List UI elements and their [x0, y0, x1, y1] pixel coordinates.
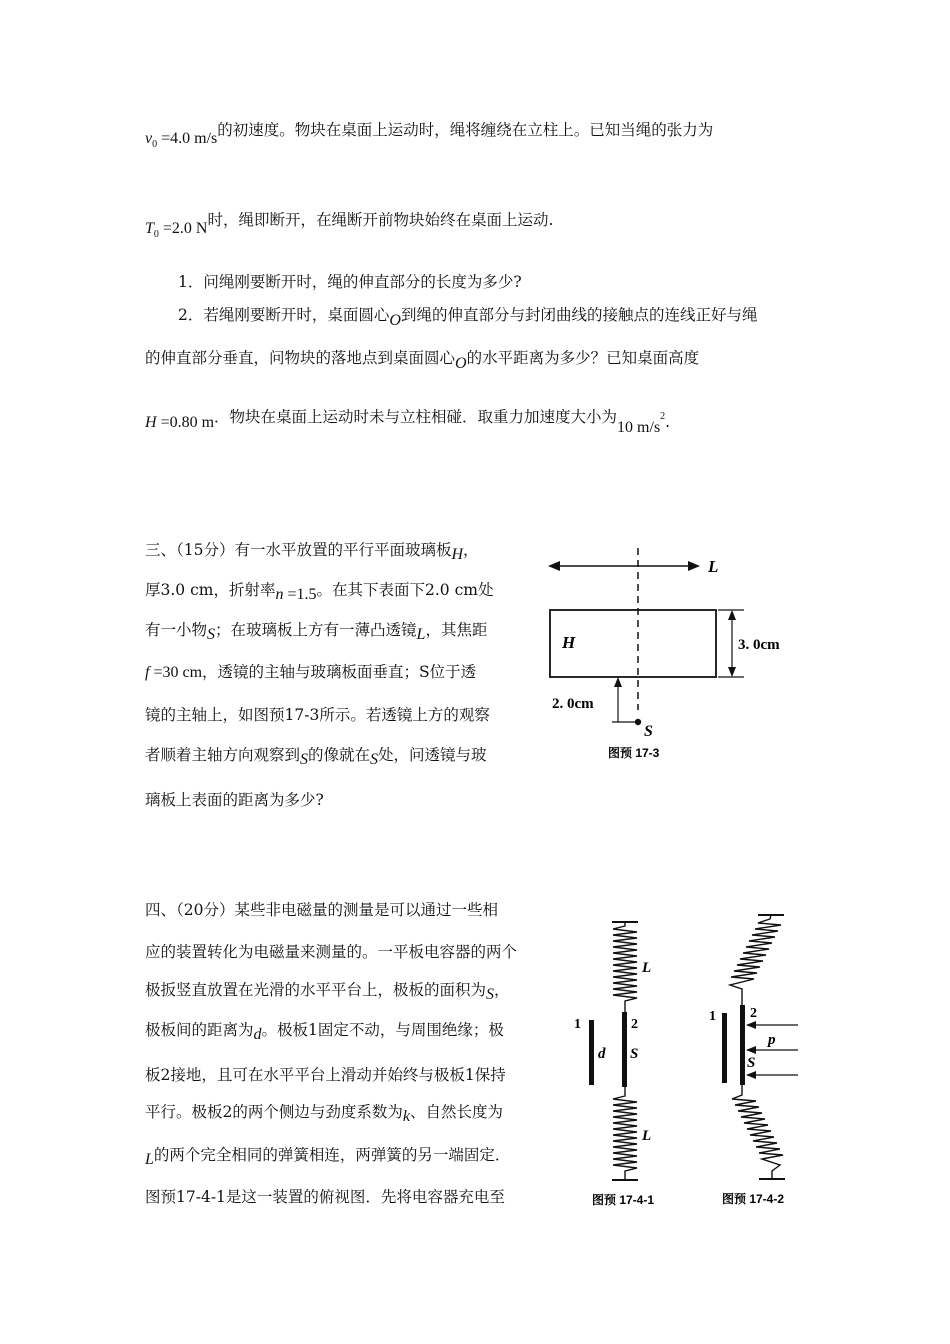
q2-text-d: 的水平距离为多少？已知桌面高度	[466, 349, 700, 367]
fig-17-4-2-caption: 图预 17-4-2	[722, 1192, 785, 1206]
p4-line5: 板2接地，且可在水平平台上滑动并始终与极板1保持	[145, 1066, 506, 1084]
plate-1	[589, 1020, 594, 1085]
plate-1-label: 1	[574, 1017, 581, 1032]
f-symbol: f	[145, 664, 150, 681]
lens-label: L	[708, 557, 719, 576]
f-value: =30 cm	[149, 664, 203, 681]
plate-2-label: 2	[631, 1017, 638, 1032]
point-S	[635, 719, 641, 725]
lens-arrow-right	[688, 561, 700, 571]
bottom-spring	[613, 1087, 637, 1180]
v0-symbol: v	[145, 130, 153, 147]
spring-L-symbol: L	[145, 1151, 154, 1168]
bottom-spring-2	[732, 1085, 783, 1179]
p4-line2: 应的装置转化为电磁量来测量的。一平板电容器的两个	[145, 943, 518, 961]
k-symbol: k	[402, 1108, 410, 1125]
p2-question-1: 1．问绳刚要断开时，绳的伸直部分的长度为多少?	[178, 273, 522, 291]
p2-line2-text: 时，绳即断开，在绳断开前物块始终在桌面上运动.	[207, 211, 554, 229]
figure-17-4-1	[560, 910, 690, 1210]
p3-line4	[145, 662, 476, 683]
T0-subscript: 0	[153, 229, 159, 240]
S-symbol-2: S	[300, 751, 309, 768]
plate-1-fixed	[722, 1013, 727, 1083]
p4-line3	[145, 980, 510, 1001]
d-symbol: d	[253, 1026, 262, 1043]
p4-l7-b: 的两个完全相同的弹簧相连，两弹簧的另一端固定．	[153, 1146, 511, 1164]
p3-l2-b: 。在其下表面下2.0 cm处	[316, 581, 494, 599]
p4-l6-b: 、自然长度为	[409, 1103, 503, 1121]
g-value: 10 m/s	[617, 419, 661, 436]
p3-l2-a: 厚3.0 cm，折射率	[145, 581, 276, 599]
point-S-label: S	[644, 723, 653, 740]
p3-l3-b: ；在玻璃板上方有一薄凸透镜	[215, 621, 417, 639]
L-symbol: L	[416, 626, 426, 643]
p4-l3-a: 极扳竖直放置在光滑的水平平台上，极板的面积为	[145, 981, 487, 999]
p3-line3	[145, 620, 487, 641]
p3-l4-b: ，透镜的主轴与玻璃板面垂直；S位于透	[202, 663, 477, 681]
plate-label: H	[562, 633, 576, 652]
thickness-label: 3. 0cm	[738, 637, 780, 653]
p3-l3-c: ，其焦距	[425, 621, 488, 639]
p2-line5	[145, 408, 671, 436]
comma: ，	[463, 541, 479, 559]
p3-line6	[145, 745, 487, 766]
g-exponent: 2	[660, 411, 666, 422]
p4-line8: 图预17-4-1是这一装置的俯视图．先将电容器充电至	[145, 1188, 505, 1206]
O-symbol: O	[389, 312, 401, 329]
p3-l6-c: 处，问透镜与玻	[378, 746, 487, 764]
T0-symbol: T	[145, 220, 154, 237]
q2-text-c: 的伸直部分垂直，问物块的落地点到桌面圆心	[145, 349, 456, 367]
q2-text-a: 2．若绳刚要断开时，桌面圆心	[178, 306, 390, 324]
area-S-label: S	[630, 1046, 639, 1062]
p4-l4-b: 。极板1固定不动，与周围绝缘；极	[261, 1021, 504, 1039]
p3-l6-b: 的像就在	[308, 746, 371, 764]
pressure-p-label: p	[768, 1032, 776, 1048]
p4-l6-a: 平行。极板2的两个侧边与劲度系数为	[145, 1103, 403, 1121]
p3-line2	[145, 580, 493, 601]
p3-l6-a: 者顺着主轴方向观察到	[145, 746, 301, 764]
p2-end-dot: .	[665, 413, 671, 431]
p3-l3-a: 有一小物	[145, 621, 208, 639]
p2-line1	[145, 121, 714, 151]
p4-line4	[145, 1020, 504, 1041]
figure-17-4-2	[700, 905, 850, 1210]
S-symbol-3: S	[370, 751, 379, 768]
p4-l4-a: 极板间的距离为	[145, 1021, 254, 1039]
area-S-symbol: S	[486, 986, 495, 1003]
p4-line6	[145, 1102, 503, 1123]
distance-label: 2. 0cm	[552, 696, 594, 712]
p4-line1: 四、（20分）某些非电磁量的测量是可以通过一些相	[145, 901, 498, 919]
plate-2-label-2: 2	[750, 1006, 757, 1021]
p2-line5-text: ．物块在桌面上运动时未与立柱相碰．取重力加速度大小为	[214, 408, 618, 426]
p2-line2	[145, 211, 554, 241]
T0-value: =2.0 N	[158, 220, 208, 237]
H-symbol: H	[145, 414, 157, 431]
p3-intro: 三、（15分）有一水平放置的平行平面玻璃板	[145, 541, 452, 559]
fig-17-3-caption: 图预 17-3	[608, 746, 660, 760]
p3-line7: 璃板上表面的距离为多少?	[145, 791, 324, 809]
plate-2	[622, 1012, 627, 1087]
fig-17-4-1-caption: 图预 17-4-1	[592, 1193, 655, 1207]
figure-17-3	[540, 540, 800, 770]
area-S-label-2: S	[747, 1055, 756, 1071]
plate-2-displaced	[740, 1005, 745, 1085]
gap-d-label: d	[598, 1046, 606, 1062]
p2-line4	[145, 348, 700, 372]
O-symbol-2: O	[455, 355, 467, 372]
bottom-spring-label: L	[642, 1128, 652, 1144]
top-spring-2	[730, 915, 781, 1005]
plate-1-label-2: 1	[709, 1009, 716, 1024]
p3-line5: 镜的主轴上，如图预17-3所示。若透镜上方的观察	[145, 706, 490, 724]
top-spring	[613, 922, 637, 1012]
p4-line7	[145, 1145, 510, 1166]
p2-question-2	[178, 305, 758, 329]
top-spring-label: L	[642, 960, 652, 976]
p4-l3-b: ，	[494, 981, 510, 999]
S-symbol: S	[207, 626, 216, 643]
n-symbol: n	[275, 586, 284, 603]
v0-value: =4.0 m/s	[157, 130, 218, 147]
H-value: =0.80 m	[156, 414, 215, 431]
p3-line1	[145, 540, 479, 561]
v0-subscript: 0	[152, 139, 158, 150]
plate-H-symbol: H	[451, 546, 464, 563]
p2-line1-text: 的初速度。物块在桌面上运动时，绳将缠绕在立柱上。已知当绳的张力为	[217, 121, 714, 139]
lens-arrow-left	[548, 561, 560, 571]
n-value: =1.5	[283, 586, 317, 603]
q2-text-b: 到绳的伸直部分与封闭曲线的接触点的连线正好与绳	[400, 306, 758, 324]
